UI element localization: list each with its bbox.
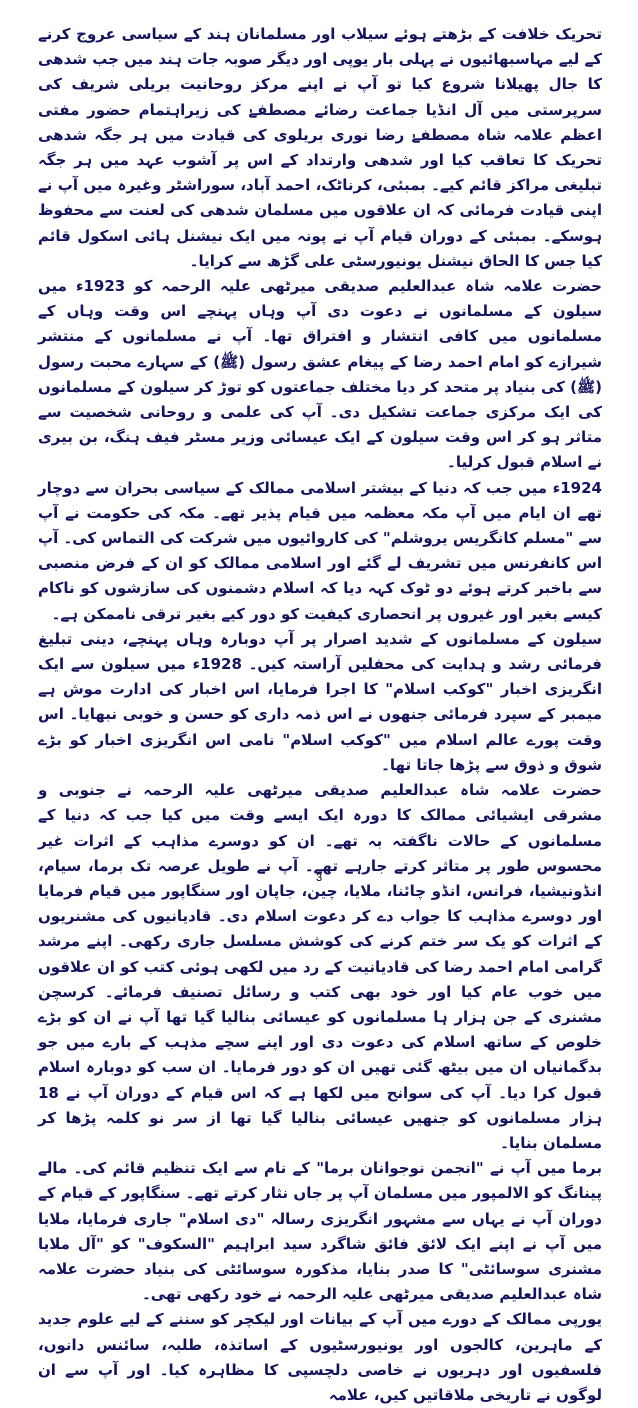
paragraph-1924-conference: 1924ء میں جب کہ دنیا کے بیشتر اسلامی ممالک کے سیاسی بحران سے دوچار تھے ان ایام میں آپ مکہ معظمہ میں قیام پذیر تھے۔ مکہ کی حکومت نے آپ سے "مسلم کانگریس یروشلم" کی کاروائیوں میں شرکت کی التماس کی۔ آپ اس کانفرنس میں تشریف لے گئے اور اسلامی ممالک کو ان کے فرض منصبی سے باخبر کرتے ہوئے دو ٹوک کہہ دیا کہ اسلام دشمنوں کی سازشوں کو ناکام کیسے بغیر اور غیروں پر انحصاری کیفیت کو دور کیے بغیر ترقی ناممکن ہے۔: [38, 478, 602, 623]
paragraph-khilafat-shuddhi: تحریک خلافت کے بڑھتے ہوئے سیلاب اور مسلمانان ہند کے سیاسی عروج کرنے کے لیے مہاسبھائیوں نے پہلی بار یوپی اور دیگر صوبہ جات ہند میں جب شدھی کا جال پھیلانا شروع کیا تو آپ نے اپنے مرکز روحانیت بریلی شریف کی سرپرستی میں آل انڈیا جماعت رضائے مصطفےٰ کی زیراہتمام حضور مفتی اعظم علامہ شاہ مصطفےٰ رضا نوری بریلوی کی قیادت میں ہر جگہ شدھی تحریک کا تعاقب کیا اور شدھی وارتداد کے اس پر آشوب عہد میں ہر جگہ تبلیغی مراکز قائم کیے۔ بمبئی، کرناٹک، احمد آباد، سوراشٹر وغیرہ میں آپ نے اپنی قیادت فرمائی کہ ان علاقوں میں مسلمان شدھی کی لعنت سے محفوظ ہوسکے۔ بمبئی کے دوران قیام آپ نے پونہ میں ایک نیشنل ہائی اسکول قائم کیا جس کا الحاق نیشنل یونیورسٹی علی گڑھ سے کرایا۔: [38, 25, 602, 270]
page-number: 3: [315, 872, 323, 884]
body-text: [38, 22, 602, 1408]
paragraph-europe-tour: یورپی ممالک کے دورے میں آپ کے بیانات اور لیکچر کو سننے کے لیے علوم جدید کے ماہرین، کالجوں اور یونیورسٹیوں کے اساتذہ، طلبہ، سائنس دانوں، فلسفیوں اور دہریوں نے خاصی دلچسپی کا مظاہرہ کیا۔ اور آپ سے ان لوگوں نے تاریخی ملاقاتیں کیں، علامہ: [38, 1310, 602, 1404]
paragraph-ceylon-1923: حضرت علامہ شاہ عبدالعلیم صدیقی میرٹھی علیہ الرحمہ کو 1923ء میں سیلون کے مسلمانوں نے دعوت دی آپ وہاں پہنچے اس وقت وہاں کے مسلمانوں میں کافی انتشار و افتراق تھا۔ آپ نے مسلمانوں کے منتشر شیرازے کو امام احمد رضا کے پیغام عشق رسول (ﷺ) کے سہارے محبت رسول (ﷺ) کی بنیاد پر متحد کر دیا مختلف جماعتوں کو توڑ کر سیلون کے مسلمانوں کی ایک مرکزی جماعت تشکیل دی۔ آپ کی علمی و روحانی شخصیت سے متاثر ہو کر اس وقت سیلون کے ایک عیسائی وزیر مسٹر فیف ہنگ، بن بیری نے اسلام قبول کرلیا۔: [38, 277, 602, 472]
paragraph-kaukab-islam: سیلون کے مسلمانوں کے شدید اصرار پر آپ دوبارہ وہاں پہنچے، دینی تبلیغ فرمائی رشد و ہدایت کی محفلیں آراستہ کیں۔ 1928ء میں سیلون سے ایک انگریزی اخبار "کوکب اسلام" کا اجرا فرمایا، اس اخبار کی ادارت موش ہے میمبر کے سپرد فرمائی جنھوں نے اس ذمہ داری کو حسن و خوبی نبھایا۔ اس وقت پورے عالم اسلام میں "کوکب اسلام" نامی اس انگریزی اخبار کو بڑے شوق و ذوق سے پڑھا جاتا تھا۔: [38, 629, 602, 774]
paragraph-burma-singapore: برما میں آپ نے "انجمن نوجوانان برما" کے نام سے ایک تنظیم قائم کی۔ مالے پینانگ کو الالمپور میں مسلمان آپ پر جاں نثار کرتے تھے۔ سنگاپور کے قیام کے دوران آپ نے یہاں سے مشہور انگریزی رسالہ "دی اسلام" جاری فرمایا، ملایا میں آپ نے اپنے ایک لائق فائق شاگرد سید ابراہیم "السکوف" کو "آل ملایا مشنری سوسائٹی" کا صدر بنایا، مذکورہ سوسائٹی کی بنیاد حضرت علامہ شاہ عبدالعلیم صدیقی میرٹھی علیہ الرحمہ نے خود رکھی تھی۔: [38, 1159, 602, 1304]
paragraph-asian-tour: حضرت علامہ شاہ عبدالعلیم صدیقی میرٹھی علیہ الرحمہ نے جنوبی و مشرقی ایشیائی ممالک کا دورہ ایک ایسے وقت میں کیا جب کہ دنیا کے مسلمانوں کے حالات ناگفتہ بہ تھے۔ ان کو دوسرے مذاہب کے اثرات غیر محسوس طور پر متاثر کرتے جارہے تھے۔ آپ نے طویل عرصہ تک برما، سیام، انڈونیشیا، فرانس، انڈو چائنا، ملایا، چین، جاپان اور سنگاپور میں قیام فرمایا اور دوسرے مذاہب کا جواب دے کر دعوت اسلام دی۔ قادیانیوں کی مشنریوں کے اثرات کو یک سر ختم کرنے کی کوشش مسلسل جاری رکھی۔ اپنے مرشد گرامی امام احمد رضا کی قادیانیت کے رد میں لکھی ہوئی کتب کو ان علاقوں میں خوب عام کیا اور خود بھی کتب و رسائل تصنیف فرمائے۔ کرسچن مشنری کے جن ہزار ہا مسلمانوں کو عیسائی بنالیا گیا تھا آپ نے ان کو بڑے خلوص کے ساتھ اسلام کی دعوت دی اور اپنے سچے مذہب کے بارے میں جو بدگمانیاں ان میں بیٹھ گئی تھیں ان کو دور فرمایا۔ ان سب کو دوبارہ اسلام قبول کرا دیا۔ آپ کی سوانح میں لکھا ہے کہ اس قیام کے دوران آپ نے 18 ہزار مسلمانوں کو جنھیں عیسائی بنالیا گیا تھا از سر نو کلمہ پڑھا کر مسلمان بنایا۔: [38, 781, 602, 1152]
